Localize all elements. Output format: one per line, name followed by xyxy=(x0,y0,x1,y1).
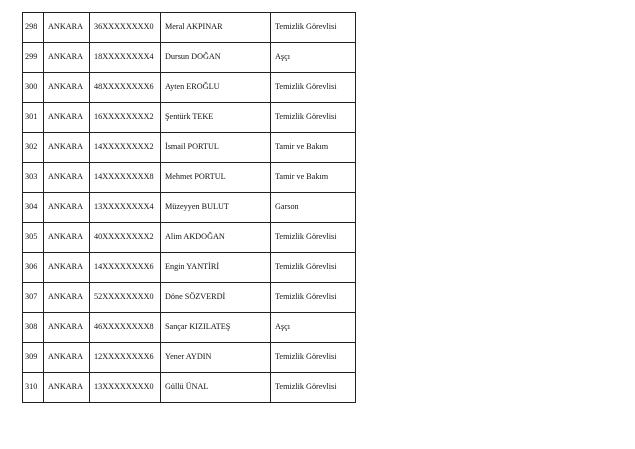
table-row xyxy=(23,253,356,283)
id-number-cell: 52XXXXXXXX0 xyxy=(90,283,161,313)
full-name-cell: Dursun DOĞAN xyxy=(161,43,271,73)
city-cell: ANKARA xyxy=(44,373,90,403)
row-number-cell: 305 xyxy=(23,223,44,253)
full-name-cell: Alim AKDOĞAN xyxy=(161,223,271,253)
full-name-cell: Yener AYDIN xyxy=(161,343,271,373)
row-number-cell: 303 xyxy=(23,163,44,193)
id-number-cell: 14XXXXXXXX2 xyxy=(90,133,161,163)
table-row xyxy=(23,103,356,133)
id-number-cell: 36XXXXXXXX0 xyxy=(90,13,161,43)
city-cell: ANKARA xyxy=(44,343,90,373)
job-title-cell: Temizlik Görevlisi xyxy=(271,253,356,283)
row-number-cell: 300 xyxy=(23,73,44,103)
job-title-cell: Temizlik Görevlisi xyxy=(271,223,356,253)
id-number-cell: 14XXXXXXXX8 xyxy=(90,163,161,193)
table-row xyxy=(23,373,356,403)
full-name-cell: İsmail PORTUL xyxy=(161,133,271,163)
job-title-cell: Temizlik Görevlisi xyxy=(271,283,356,313)
full-name-cell: Döne SÖZVERDİ xyxy=(161,283,271,313)
row-number-cell: 304 xyxy=(23,193,44,223)
job-title-cell: Tamir ve Bakım xyxy=(271,133,356,163)
id-number-cell: 46XXXXXXXX8 xyxy=(90,313,161,343)
id-number-cell: 48XXXXXXXX6 xyxy=(90,73,161,103)
id-number-cell: 40XXXXXXXX2 xyxy=(90,223,161,253)
full-name-cell: Sançar KIZILATEŞ xyxy=(161,313,271,343)
job-title-cell: Tamir ve Bakım xyxy=(271,163,356,193)
city-cell: ANKARA xyxy=(44,193,90,223)
full-name-cell: Ayten EROĞLU xyxy=(161,73,271,103)
row-number-cell: 298 xyxy=(23,13,44,43)
job-title-cell: Temizlik Görevlisi xyxy=(271,103,356,133)
job-title-cell: Temizlik Görevlisi xyxy=(271,373,356,403)
id-number-cell: 13XXXXXXXX0 xyxy=(90,373,161,403)
full-name-cell: Engin YANTİRİ xyxy=(161,253,271,283)
city-cell: ANKARA xyxy=(44,73,90,103)
row-number-cell: 308 xyxy=(23,313,44,343)
table-row xyxy=(23,343,356,373)
row-number-cell: 309 xyxy=(23,343,44,373)
table-row xyxy=(23,13,356,43)
personnel-table xyxy=(22,12,356,403)
row-number-cell: 302 xyxy=(23,133,44,163)
city-cell: ANKARA xyxy=(44,133,90,163)
city-cell: ANKARA xyxy=(44,313,90,343)
row-number-cell: 310 xyxy=(23,373,44,403)
row-number-cell: 307 xyxy=(23,283,44,313)
table-row xyxy=(23,43,356,73)
city-cell: ANKARA xyxy=(44,103,90,133)
job-title-cell: Aşçı xyxy=(271,43,356,73)
full-name-cell: Meral AKPINAR xyxy=(161,13,271,43)
full-name-cell: Şentürk TEKE xyxy=(161,103,271,133)
table-row xyxy=(23,283,356,313)
row-number-cell: 306 xyxy=(23,253,44,283)
row-number-cell: 299 xyxy=(23,43,44,73)
id-number-cell: 13XXXXXXXX4 xyxy=(90,193,161,223)
city-cell: ANKARA xyxy=(44,13,90,43)
table-row xyxy=(23,133,356,163)
job-title-cell: Garson xyxy=(271,193,356,223)
id-number-cell: 12XXXXXXXX6 xyxy=(90,343,161,373)
full-name-cell: Güllü ÜNAL xyxy=(161,373,271,403)
full-name-cell: Mehmet PORTUL xyxy=(161,163,271,193)
job-title-cell: Aşçı xyxy=(271,313,356,343)
city-cell: ANKARA xyxy=(44,223,90,253)
row-number-cell: 301 xyxy=(23,103,44,133)
table-body xyxy=(23,13,356,403)
full-name-cell: Müzeyyen BULUT xyxy=(161,193,271,223)
id-number-cell: 18XXXXXXXX4 xyxy=(90,43,161,73)
city-cell: ANKARA xyxy=(44,43,90,73)
id-number-cell: 16XXXXXXXX2 xyxy=(90,103,161,133)
job-title-cell: Temizlik Görevlisi xyxy=(271,73,356,103)
table-row xyxy=(23,73,356,103)
city-cell: ANKARA xyxy=(44,163,90,193)
table-row xyxy=(23,193,356,223)
id-number-cell: 14XXXXXXXX6 xyxy=(90,253,161,283)
city-cell: ANKARA xyxy=(44,283,90,313)
job-title-cell: Temizlik Görevlisi xyxy=(271,13,356,43)
table-row xyxy=(23,223,356,253)
table-row xyxy=(23,313,356,343)
table-row xyxy=(23,163,356,193)
city-cell: ANKARA xyxy=(44,253,90,283)
job-title-cell: Temizlik Görevlisi xyxy=(271,343,356,373)
